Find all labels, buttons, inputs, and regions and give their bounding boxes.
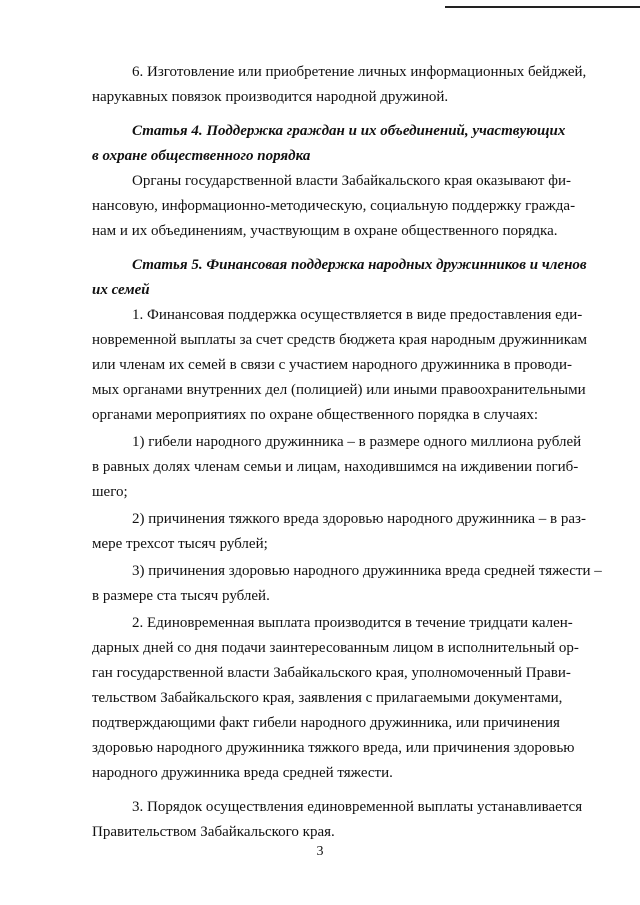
- top-rule: [445, 6, 640, 8]
- text-line: мых органами внутренних дел (полицией) или иными правоохранительными: [92, 382, 586, 398]
- page-number: 3: [316, 844, 324, 859]
- text-line: в равных долях членам семьи и лицам, находившимся на иждивении погиб-: [92, 459, 579, 475]
- text-line: нарукавных повязок производится народной дружиной.: [92, 89, 449, 105]
- text-line: 6. Изготовление или приобретение личных информационных бейджей,: [132, 64, 587, 80]
- text-line: 2. Единовременная выплата производится в течение тридцати кален-: [132, 615, 573, 631]
- text-line: 1. Финансовая поддержка осуществляется в виде предоставления еди-: [132, 307, 583, 323]
- text-line: органами мероприятиях по охране общественного порядка в случаях:: [92, 407, 539, 423]
- article-4-heading: в охране общественного порядка: [92, 148, 311, 164]
- text-line: или членам их семей в связи с участием народного дружинника в проводи-: [92, 357, 573, 373]
- text-line: новременной выплаты за счет средств бюджета края народным дружинникам: [92, 332, 587, 348]
- text-line: 2) причинения тяжкого вреда здоровью народного дружинника – в раз-: [132, 511, 586, 527]
- text-line: дарных дней со дня подачи заинтересованным лицом в исполнительный ор-: [92, 640, 579, 656]
- text-line: 3. Порядок осуществления единовременной выплаты устанавливается: [132, 799, 583, 815]
- text-line: шего;: [92, 484, 128, 500]
- article-5-heading: их семей: [92, 282, 150, 298]
- text-line: Органы государственной власти Забайкальского края оказывают фи-: [132, 173, 571, 189]
- text-line: 1) гибели народного дружинника – в размере одного миллиона рублей: [132, 434, 582, 450]
- text-line: в размере ста тысяч рублей.: [92, 588, 270, 604]
- article-4-heading: Статья 4. Поддержка граждан и их объединений, участвующих: [132, 123, 566, 139]
- text-line: 3) причинения здоровью народного дружинника вреда средней тяжести –: [132, 563, 602, 579]
- article-5-heading: Статья 5. Финансовая поддержка народных дружинников и членов: [132, 257, 587, 273]
- text-line: нансовую, информационно-методическую, социальную поддержку гражда-: [92, 198, 576, 214]
- text-line: мере трехсот тысяч рублей;: [92, 536, 268, 552]
- text-line: здоровью народного дружинника тяжкого вреда, или причинения здоровью: [92, 740, 575, 756]
- text-line: нам и их объединениям, участвующим в охране общественного порядка.: [92, 223, 558, 239]
- text-line: подтверждающими факт гибели народного дружинника, или причинения: [92, 715, 560, 731]
- text-line: Правительством Забайкальского края.: [92, 824, 335, 840]
- text-line: тельством Забайкальского края, заявления с прилагаемыми документами,: [92, 690, 563, 706]
- text-line: ган государственной власти Забайкальского края, уполномоченный Прави-: [92, 665, 571, 681]
- text-line: народного дружинника вреда средней тяжести.: [92, 765, 393, 781]
